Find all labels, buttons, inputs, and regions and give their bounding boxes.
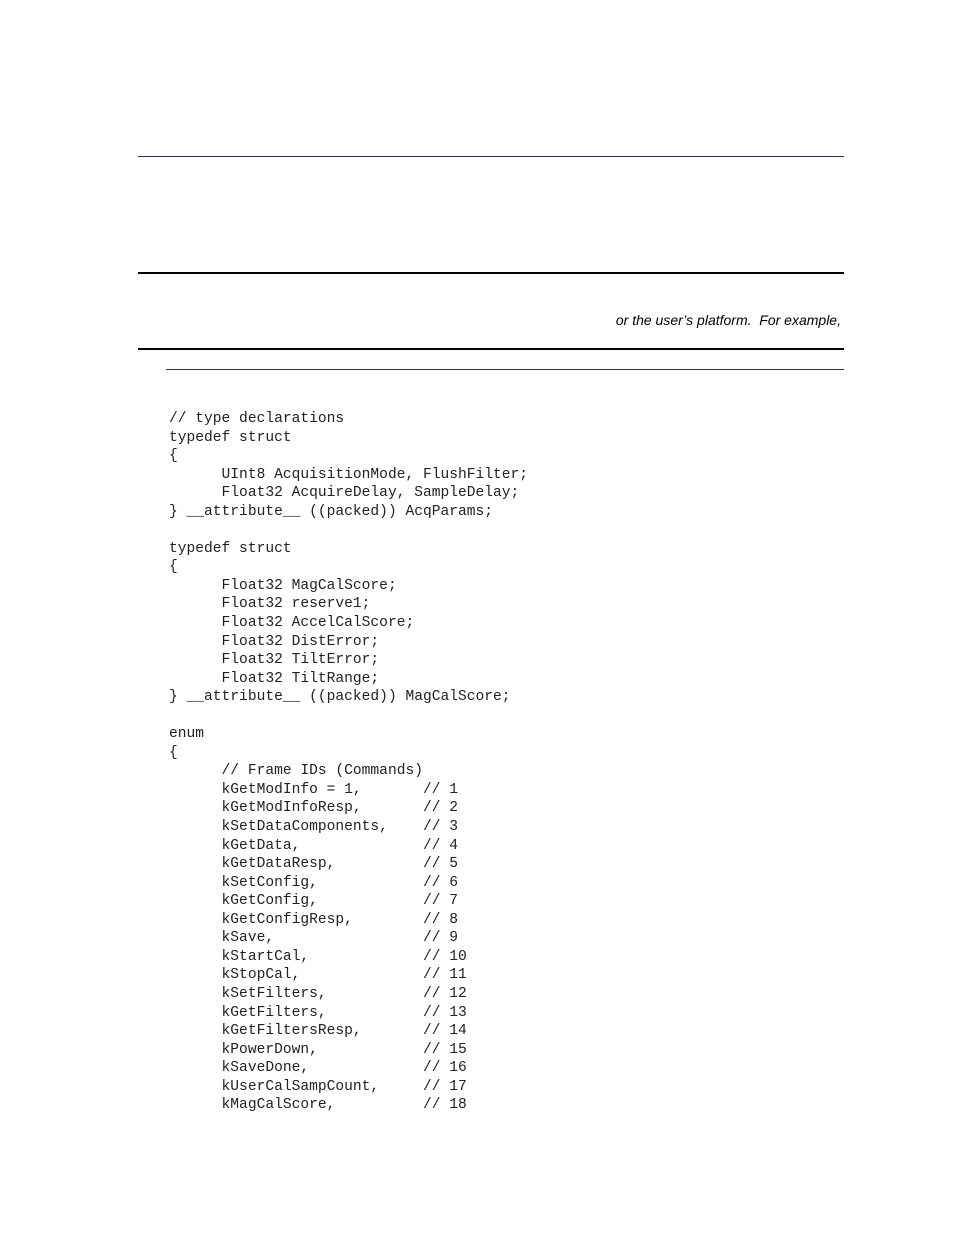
code-block-divider <box>166 369 844 370</box>
code-line: typedef struct <box>169 429 292 446</box>
code-line: kSetDataComponents, // 3 <box>169 819 459 836</box>
code-line: kGetDataResp, // 5 <box>169 856 459 873</box>
code-line: kGetModInfoResp, // 2 <box>169 800 459 817</box>
code-line <box>169 521 528 540</box>
code-line: Float32 AccelCalScore; <box>169 615 415 632</box>
code-line: kSetFilters, // 12 <box>169 985 467 1002</box>
code-line: kGetFilters, // 13 <box>169 1004 467 1021</box>
section-divider <box>138 272 844 274</box>
code-line: typedef struct <box>169 540 292 557</box>
code-line: { <box>169 744 178 761</box>
code-line: { <box>169 559 178 576</box>
code-line: kGetFiltersResp, // 14 <box>169 1023 467 1040</box>
code-line: Float32 MagCalScore; <box>169 577 397 594</box>
code-line: kGetConfigResp, // 8 <box>169 911 459 928</box>
code-block <box>169 410 528 1115</box>
code-line: kGetModInfo = 1, // 1 <box>169 781 459 798</box>
code-line: kSaveDone, // 16 <box>169 1060 467 1077</box>
code-line: kMagCalScore, // 18 <box>169 1097 467 1114</box>
code-line: enum <box>169 726 205 743</box>
code-line <box>169 707 528 726</box>
header-divider <box>138 156 844 157</box>
code-line: Float32 DistError; <box>169 633 380 650</box>
code-line: kStopCal, // 11 <box>169 967 467 984</box>
code-line: kPowerDown, // 15 <box>169 1041 467 1058</box>
code-line: } __attribute__ ((packed)) AcqParams; <box>169 503 494 520</box>
code-line: Float32 TiltRange; <box>169 670 380 687</box>
code-line: Float32 AcquireDelay, SampleDelay; <box>169 485 520 502</box>
code-line: kGetData, // 4 <box>169 837 459 854</box>
code-line: kUserCalSampCount, // 17 <box>169 1078 467 1095</box>
code-line: } __attribute__ ((packed)) MagCalScore; <box>169 689 511 706</box>
code-line: Float32 TiltError; <box>169 652 380 669</box>
code-line: // Frame IDs (Commands) <box>169 763 423 780</box>
section-divider-lower <box>138 348 844 350</box>
code-line: kSave, // 9 <box>169 930 459 947</box>
code-line: Float32 reserve1; <box>169 596 371 613</box>
code-line: { <box>169 448 178 465</box>
code-line: kStartCal, // 10 <box>169 948 467 965</box>
code-line: UInt8 AcquisitionMode, FlushFilter; <box>169 466 529 483</box>
code-line: kGetConfig, // 7 <box>169 893 459 910</box>
code-line: kSetConfig, // 6 <box>169 874 459 891</box>
code-line: // type declarations <box>169 411 345 427</box>
body-text-fragment: or the user’s platform. For example, <box>615 312 841 328</box>
